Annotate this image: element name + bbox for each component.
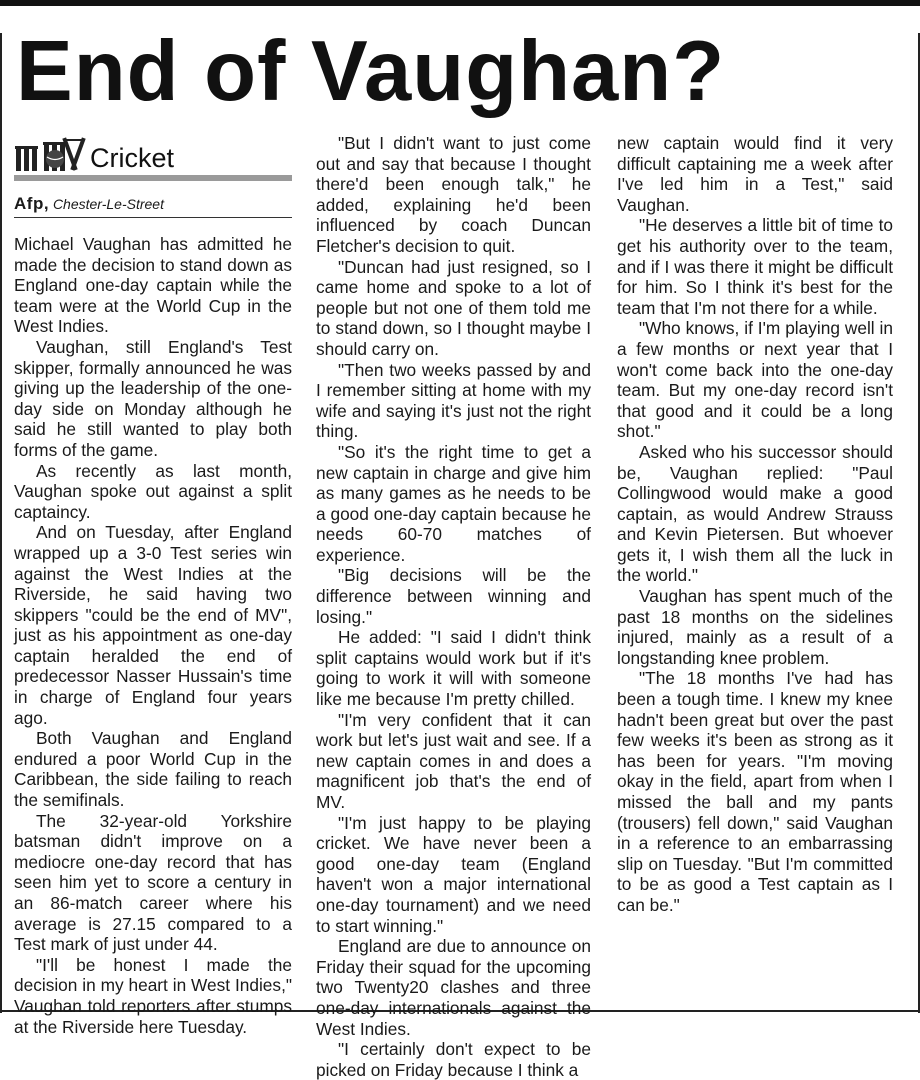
top-border-rule [0, 0, 920, 6]
paragraph: "I'm very confident that it can work but let's just wait and see. If a new captain comes in and does a magnificent job that's the end of MV. [316, 709, 591, 812]
byline [14, 195, 292, 213]
paragraph: "I'm just happy to be playing cricket. We have never been a good one-day team (England haven't won a major international one-day tournament) and we need to start winning." [316, 812, 591, 936]
section-rule [14, 175, 292, 181]
paragraph: "I certainly don't expect to be picked on Friday because I think a [316, 1039, 591, 1080]
paragraph: Vaughan has spent much of the past 18 months on the sidelines injured, mainly as a result of a longstanding knee problem. [617, 586, 893, 668]
cricket-stumps-ball-icon [14, 135, 88, 173]
paragraph: "He deserves a little bit of time to get his authority over to the team, and if I was there it might be difficult for him. So I think it's best for the team that I'm not there for a while. [617, 215, 893, 318]
byline-agency: Afp, [14, 194, 50, 213]
section-label: Cricket [90, 143, 175, 173]
article-column-1 [14, 133, 292, 1037]
paragraph: "Big decisions will be the difference between winning and losing." [316, 565, 591, 627]
paragraph: new captain would find it very difficult captaining me a week after I've led him in a Test," said Vaughan. [617, 133, 893, 215]
paragraph: "Who knows, if I'm playing well in a few months or next year that I won't come back into the one-day team. But my one-day record isn't that good and it could be a long shot." [617, 318, 893, 442]
paragraph: England are due to announce on Friday their squad for the upcoming two Twenty20 clashes and three one-day internationals against the West Indies. [316, 936, 591, 1039]
paragraph: "So it's the right time to get a new captain in charge and give him as many games as he needs to be a good one-day captain because he needs 60-70 matches of experience. [316, 441, 591, 565]
paragraph: Vaughan, still England's Test skipper, formally announced he was giving up the leadership of the one-day side on Monday although he said he still wanted to play both forms of the game. [14, 336, 292, 460]
paragraph: He added: "I said I didn't think split captains would work but if it's going to work it will with someone like me because I'm pretty chilled. [316, 627, 591, 710]
paragraph: "Duncan had just resigned, so I came home and spoke to a lot of people but not one of them told me to stand down, so I thought maybe I should carry on. [316, 256, 591, 359]
paragraph: Asked who his successor should be, Vaughan replied: "Paul Collingwood would make a good captain, as would Andrew Strauss and Kevin Pietersen. But whoever gets it, I wish them all the luck in the world." [617, 441, 893, 586]
paragraph: As recently as last month, Vaughan spoke out against a split captaincy. [14, 460, 292, 522]
byline-place: Chester-Le-Street [52, 196, 164, 212]
headline: End of Vaughan? [16, 24, 726, 119]
article-column-3 [617, 133, 893, 916]
paragraph: "The 18 months I've had has been a tough time. I knew my knee hadn't been great but over the past few weeks it's been as strong as it has been for years. "I'm moving okay in the field, apart from when I missed the ball and my pants (trousers) fell down," said Vaughan in a reference to an embarrassing slip on Tuesday. "But I'm committed to be as good a Test captain as I can be." [617, 668, 893, 915]
paragraph: "Then two weeks passed by and I remember sitting at home with my wife and saying it's just not the right thing. [316, 359, 591, 442]
paragraph: Both Vaughan and England endured a poor World Cup in the Caribbean, the side failing to reach the semifinals. [14, 728, 292, 811]
left-border-rule [0, 33, 2, 1013]
paragraph: The 32-year-old Yorkshire batsman didn't improve on a mediocre one-day record that has seen him yet to score a century in an 86-match career where his average is 27.15 compared to a Test mark of just under 44. [14, 810, 292, 955]
byline-rule [14, 217, 292, 218]
paragraph: Michael Vaughan has admitted he made the decision to stand down as England one-day captain while the team were at the World Cup in the West Indies. [14, 234, 292, 337]
paragraph: "But I didn't want to just come out and say that because I thought there'd been enough talk," he added, explaining he'd been influenced by coach Duncan Fletcher's decision to quit. [316, 133, 591, 256]
paragraph: "I'll be honest I made the decision in my heart in West Indies," Vaughan told reporters after stumps at the Riverside here Tuesday. [14, 954, 292, 1037]
section-header [14, 133, 292, 173]
article-column-2 [316, 133, 591, 1080]
paragraph: And on Tuesday, after England wrapped up a 3-0 Test series win against the West Indies at the Riverside, he said having two skippers "could be the end of MV", just as his appointment as one-day captain heralded the end of predecessor Nasser Hussain's time in charge of England four years ago. [14, 522, 292, 728]
